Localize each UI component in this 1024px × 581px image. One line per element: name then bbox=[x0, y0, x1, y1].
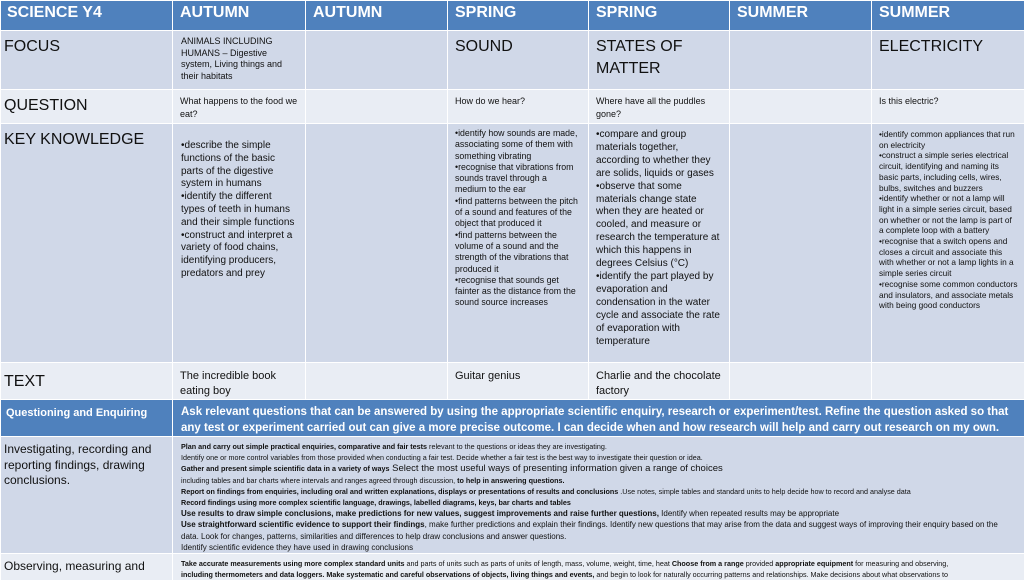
kk-sound-item: •find patterns between the pitch of a sound and features of the object that produced it bbox=[455, 196, 580, 230]
inv-line: Identify scientific evidence they have used in drawing conclusions bbox=[181, 542, 1016, 553]
focus-row bbox=[1, 31, 1024, 90]
questioning-label: Questioning and Enquiring bbox=[1, 400, 173, 437]
focus-spring-2: STATES OF MATTER bbox=[589, 31, 730, 90]
observing-row bbox=[1, 554, 1024, 581]
key-knowledge-label: KEY KNOWLEDGE bbox=[1, 124, 173, 363]
key-knowledge-summer-1 bbox=[730, 124, 872, 363]
text-spring-2: Charlie and the chocolate factory bbox=[589, 363, 730, 400]
inv-line: .Use notes, simple tables and standard units to help decide how to record and analyse data bbox=[618, 487, 910, 496]
inv-line: Select the most useful ways of presenting information given a range of choices bbox=[390, 463, 723, 474]
obs-line: and parts of units such as parts of units of length, mass, volume, weight, time, heat bbox=[405, 559, 670, 568]
obs-line: provided bbox=[744, 559, 774, 568]
header-spring-2: SPRING bbox=[589, 1, 730, 31]
key-knowledge-row bbox=[1, 124, 1024, 363]
inv-line-bold: Record findings using more complex scientific language, drawings, labelled diagrams, keys, bar charts and tables bbox=[181, 498, 571, 507]
investigating-row bbox=[1, 437, 1024, 554]
inv-line-bold: Plan and carry out simple practical enquiries, comparative and fair tests bbox=[181, 442, 427, 451]
inv-line: Identify when repeated results may be appropriate bbox=[659, 509, 839, 518]
kk-electricity-item: •recognise some common conductors and insulators, and associate metals with being good conductors bbox=[879, 279, 1018, 311]
questioning-text: Ask relevant questions that can be answered by using the appropriate scientific enquiry, research or experiment/test. Refine the question asked so that any test or experiment carried out can give a more precise outcome. I can decide when and how research will help and carry out research on my own. bbox=[173, 400, 1024, 437]
inv-line-bold: to help in answering questions. bbox=[455, 476, 564, 485]
key-knowledge-autumn-1 bbox=[173, 124, 306, 363]
header-subject: SCIENCE Y4 bbox=[1, 1, 173, 31]
focus-summer-2: ELECTRICITY bbox=[872, 31, 1024, 90]
kk-electricity-item: •construct a simple series electrical circuit, identifying and naming its basic parts, including cells, wires, bulbs, switches and buzzers bbox=[879, 150, 1018, 193]
focus-label: FOCUS bbox=[1, 31, 173, 90]
question-row bbox=[1, 90, 1024, 124]
inv-line: relevant to the questions or ideas they are investigating. bbox=[427, 442, 607, 451]
text-spring-1: Guitar genius bbox=[448, 363, 589, 400]
kk-matter-item: •observe that some materials change state when they are heated or cooled, and measure or research the temperature at which this happens in degrees Celsius (°C) bbox=[596, 181, 723, 271]
question-autumn-2 bbox=[306, 90, 448, 124]
question-spring-1: How do we hear? bbox=[448, 90, 589, 124]
kk-autumn-item: •identify the different types of teeth in humans and their simple functions bbox=[181, 191, 297, 229]
inv-line-bold: Report on findings from enquiries, including oral and written explanations, displays or presentations of results and conclusions bbox=[181, 487, 618, 496]
key-knowledge-spring-2 bbox=[589, 124, 730, 363]
inv-line: , make further predictions and explain their findings. Identify new questions that may arise from the data and suggest ways of improving their enquiry based on the data. Look for changes, patterns, similarities and differences to help draw conclusions and answer questions. bbox=[181, 520, 998, 540]
kk-autumn-item: •construct and interpret a variety of food chains, identifying producers, predators and prey bbox=[181, 230, 297, 281]
questioning-row bbox=[1, 400, 1024, 437]
header-summer-1: SUMMER bbox=[730, 1, 872, 31]
question-label: QUESTION bbox=[1, 90, 173, 124]
observing-label: Observing, measuring and bbox=[1, 554, 173, 581]
key-knowledge-autumn-2 bbox=[306, 124, 448, 363]
focus-summer-1 bbox=[730, 31, 872, 90]
kk-electricity-item: •identify common appliances that run on electricity bbox=[879, 129, 1018, 150]
obs-line: for measuring and observing, bbox=[853, 559, 948, 568]
inv-line-bold: Gather and present simple scientific data in a variety of ways bbox=[181, 464, 390, 473]
kk-electricity-item: •identify whether or not a lamp will light in a simple series circuit, based on whether or not the lamp is part of a complete loop with a battery bbox=[879, 193, 1018, 236]
text-autumn-2 bbox=[306, 363, 448, 400]
text-summer-1 bbox=[730, 363, 872, 400]
inv-line-bold: Use straightforward scientific evidence to support their findings bbox=[181, 520, 425, 529]
obs-line-bold: including thermometers and data loggers. Make systematic and careful observations of objects, living things and events, bbox=[181, 570, 594, 579]
focus-spring-1: SOUND bbox=[448, 31, 589, 90]
kk-matter-item: •compare and group materials together, according to whether they are solids, liquids or gases bbox=[596, 129, 723, 181]
investigating-label: Investigating, recording and reporting findings, drawing conclusions. bbox=[1, 437, 173, 554]
kk-sound-item: •recognise that sounds get fainter as the distance from the sound source increases bbox=[455, 275, 580, 309]
header-autumn-2: AUTUMN bbox=[306, 1, 448, 31]
text-autumn-1: The incredible book eating boy bbox=[173, 363, 306, 400]
kk-sound-item: •identify how sounds are made, associating some of them with something vibrating bbox=[455, 128, 580, 162]
question-summer-1 bbox=[730, 90, 872, 124]
header-summer-2: SUMMER bbox=[872, 1, 1024, 31]
obs-line: and begin to look for naturally occurring patterns and relationships. Make decisions about what observations to bbox=[594, 570, 948, 579]
question-summer-2: Is this electric? bbox=[872, 90, 1024, 124]
text-summer-2 bbox=[872, 363, 1024, 400]
obs-line-bold: appropriate equipment bbox=[773, 559, 853, 568]
inv-line-bold: Use results to draw simple conclusions, make predictions for new values, suggest improvements and raise further questions, bbox=[181, 509, 659, 518]
kk-electricity-item: •recognise that a switch opens and closes a circuit and associate this with whether or not a lamp lights in a simple series circuit bbox=[879, 236, 1018, 279]
observing-text bbox=[173, 554, 1024, 581]
header-autumn-1: AUTUMN bbox=[173, 1, 306, 31]
inv-line: including tables and bar charts where intervals and ranges agreed through discussion, bbox=[181, 476, 455, 485]
obs-line-bold: Take accurate measurements using more complex standard units bbox=[181, 559, 405, 568]
text-row bbox=[1, 363, 1024, 400]
key-knowledge-summer-2 bbox=[872, 124, 1024, 363]
kk-sound-item: •recognise that vibrations from sounds travel through a medium to the ear bbox=[455, 162, 580, 196]
focus-autumn-2 bbox=[306, 31, 448, 90]
investigating-text bbox=[173, 437, 1024, 554]
text-label: TEXT bbox=[1, 363, 173, 400]
kk-autumn-item: •describe the simple functions of the basic parts of the digestive system in humans bbox=[181, 140, 297, 191]
inv-line: Identify one or more control variables from those provided when conducting a fair test. Decide whether a fair test is the best way to investigate their question or idea. bbox=[181, 452, 1016, 463]
question-autumn-1: What happens to the food we eat? bbox=[173, 90, 306, 124]
kk-matter-item: •identify the part played by evaporation and condensation in the water cycle and associate the rate of evaporation with temperature bbox=[596, 271, 723, 348]
key-knowledge-spring-1 bbox=[448, 124, 589, 363]
focus-autumn-1: ANIMALS INCLUDING HUMANS – Digestive system, Living things and their habitats bbox=[173, 31, 306, 90]
obs-line-bold: Choose from a range bbox=[670, 559, 744, 568]
kk-sound-item: •find patterns between the volume of a sound and the strength of the vibrations that produced it bbox=[455, 230, 580, 275]
header-spring-1: SPRING bbox=[448, 1, 589, 31]
question-spring-2: Where have all the puddles gone? bbox=[589, 90, 730, 124]
header-row bbox=[1, 1, 1024, 31]
